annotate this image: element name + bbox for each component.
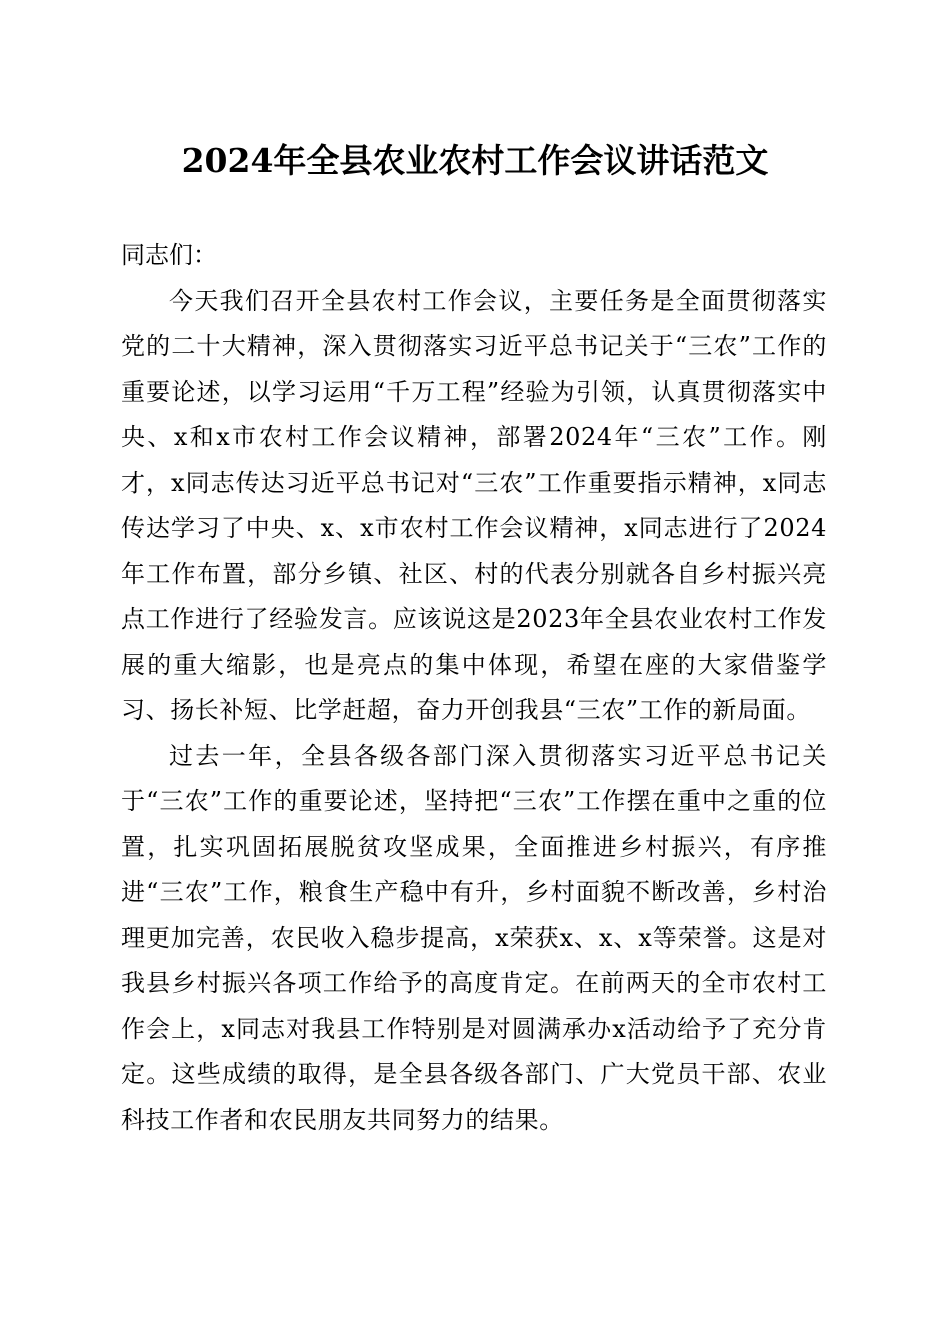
salutation: 同志们： [121,241,217,269]
paragraph-1: 今天我们召开全县农村工作会议，主要任务是全面贯彻落实党的二十大精神，深入贯彻落实习近平总书记关于“三农”工作的重要论述，以学习运用“千万工程”经验为引领，认真贯彻落实中央、x和x市农村工作会议精神，部署2024年“三农”工作。刚才，x同志传达习近平总书记对“三农”工作重要指示精神，x同志传达学习了中央、x、x市农村工作会议精神，x同志进行了2024年工作布置，部分乡镇、社区、村的代表分别就各自乡村振兴亮点工作进行了经验发言。应该说这是2023年全县农业农村工作发展的重大缩影，也是亮点的集中体现，希望在座的大家借鉴学习、扬长补短、比学赶超，奋力开创我县“三农”工作的新局面。 [121,286,827,724]
paragraph-2: 过去一年，全县各级各部门深入贯彻落实习近平总书记关于“三农”工作的重要论述，坚持把“三农”工作摆在重中之重的位置，扎实巩固拓展脱贫攻坚成果，全面推进乡村振兴，有序推进“三农”工作，粮食生产稳中有升，乡村面貌不断改善，乡村治理更加完善，农民收入稳步提高，x荣获x、x、x等荣誉。这是对我县乡村振兴各项工作给予的高度肯定。在前两天的全市农村工作会上，x同志对我县工作特别是对圆满承办x活动给予了充分肯定。这些成绩的取得，是全县各级各部门、广大党员干部、农业科技工作者和农民朋友共同努力的结果。 [121,741,827,1134]
document-body [121,233,827,1143]
document-title: 2024年全县农业农村工作会议讲话范文 [181,141,769,180]
